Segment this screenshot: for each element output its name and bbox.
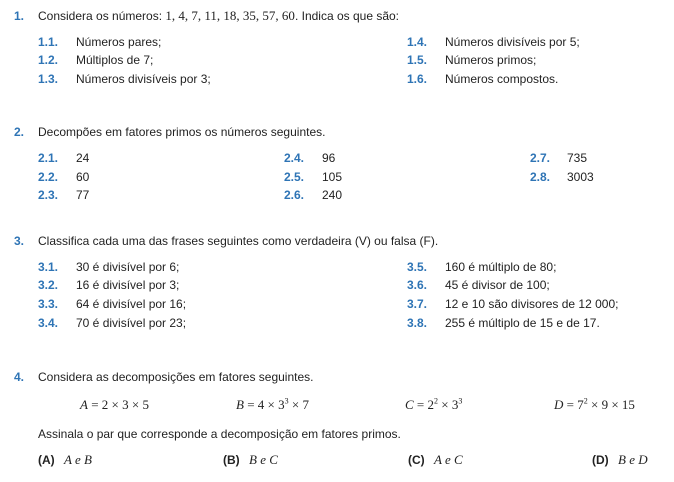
list-item-text: Números divisíveis por 5; bbox=[445, 35, 580, 49]
list-item: 3.7. bbox=[407, 297, 428, 311]
expression-d: $D = 7^2 \times 9 \times 15$ bbox=[554, 396, 635, 412]
option-text: A e B bbox=[64, 452, 92, 467]
list-item-text: Números compostos. bbox=[445, 72, 559, 86]
list-item-text: 255 é múltiplo de 15 e de 17. bbox=[445, 316, 600, 330]
question-1 bbox=[14, 9, 24, 23]
list-item: 1.6. bbox=[407, 72, 428, 86]
list-item-text: 70 é divisível por 23; bbox=[76, 316, 187, 330]
list-item-text: Múltiplos de 7; bbox=[76, 53, 154, 67]
list-item-text: 12 e 10 são divisores de 12 000; bbox=[445, 297, 619, 311]
option-c[interactable] bbox=[408, 453, 463, 467]
list-item: 3.8. bbox=[407, 316, 428, 330]
question-4-text: Considera as decomposições em fatores seguintes. bbox=[38, 370, 314, 384]
list-item: 3.1. bbox=[38, 260, 59, 274]
option-b[interactable] bbox=[223, 453, 278, 467]
list-item-text: 64 é divisível por 16; bbox=[76, 297, 187, 311]
list-item-text: 160 é múltiplo de 80; bbox=[445, 260, 557, 274]
question-number: 4. bbox=[14, 370, 25, 384]
list-item-text: 96 bbox=[322, 151, 336, 165]
option-a[interactable] bbox=[38, 453, 92, 467]
question-2 bbox=[14, 125, 24, 139]
question-1-text: Considera os números: 1, 4, 7, 11, 18, 35, 57, 60. Indica os que são: bbox=[38, 8, 400, 23]
expression-b: $B = 4 \times 3^3 \times 7$ bbox=[236, 396, 309, 412]
list-item: 2.7. bbox=[530, 151, 551, 165]
question-number: 1. bbox=[14, 9, 25, 23]
expression-c: $C = 2^2 \times 3^3$ bbox=[405, 396, 463, 412]
list-item: 2.1. bbox=[38, 151, 59, 165]
list-item: 1.4. bbox=[407, 35, 428, 49]
expression-a: A = 2 × 3 × 5 bbox=[80, 397, 149, 412]
list-item: 3.5. bbox=[407, 260, 428, 274]
list-item-text: 60 bbox=[76, 170, 90, 184]
question-3 bbox=[14, 234, 24, 248]
list-item-text: 240 bbox=[322, 188, 343, 202]
number-list: 1, 4, 7, 11, 18, 35, 57, 60 bbox=[165, 8, 295, 23]
list-item: 2.2. bbox=[38, 170, 59, 184]
list-item-text: 45 é divisor de 100; bbox=[445, 278, 550, 292]
option-text: A e C bbox=[434, 452, 463, 467]
question-4 bbox=[14, 370, 24, 384]
list-item-text: Números divisíveis por 3; bbox=[76, 72, 211, 86]
list-item: 2.6. bbox=[284, 188, 305, 202]
list-item-text: 24 bbox=[76, 151, 90, 165]
list-item: 3.2. bbox=[38, 278, 59, 292]
option-text: B e C bbox=[249, 452, 278, 467]
option-label: (D) bbox=[592, 453, 609, 467]
list-item: 1.3. bbox=[38, 72, 59, 86]
list-item: 3.4. bbox=[38, 316, 59, 330]
list-item: 1.1. bbox=[38, 35, 59, 49]
list-item-text: 30 é divisível por 6; bbox=[76, 260, 180, 274]
option-text: B e D bbox=[618, 452, 648, 467]
list-item-text: 3003 bbox=[567, 170, 594, 184]
list-item-text: Números primos; bbox=[445, 53, 537, 67]
list-item-text: 105 bbox=[322, 170, 343, 184]
question-3-text: Classifica cada uma das frases seguintes como verdadeira (V) ou falsa (F). bbox=[38, 234, 439, 248]
option-label: (B) bbox=[223, 453, 240, 467]
question-number: 2. bbox=[14, 125, 25, 139]
option-label: (A) bbox=[38, 453, 55, 467]
option-label: (C) bbox=[408, 453, 425, 467]
list-item-text: 77 bbox=[76, 188, 90, 202]
list-item: 3.6. bbox=[407, 278, 428, 292]
option-d[interactable] bbox=[592, 453, 648, 467]
list-item: 2.8. bbox=[530, 170, 551, 184]
list-item: 1.5. bbox=[407, 53, 428, 67]
list-item: 2.5. bbox=[284, 170, 305, 184]
list-item: 2.3. bbox=[38, 188, 59, 202]
list-item-text: 735 bbox=[567, 151, 588, 165]
question-number: 3. bbox=[14, 234, 25, 248]
list-item: 3.3. bbox=[38, 297, 59, 311]
list-item-text: 16 é divisível por 3; bbox=[76, 278, 180, 292]
list-item-text: Números pares; bbox=[76, 35, 162, 49]
instruction-text: Assinala o par que corresponde a decomposição em fatores primos. bbox=[38, 427, 401, 441]
list-item: 2.4. bbox=[284, 151, 305, 165]
list-item: 1.2. bbox=[38, 53, 59, 67]
question-2-text: Decompões em fatores primos os números seguintes. bbox=[38, 125, 326, 139]
